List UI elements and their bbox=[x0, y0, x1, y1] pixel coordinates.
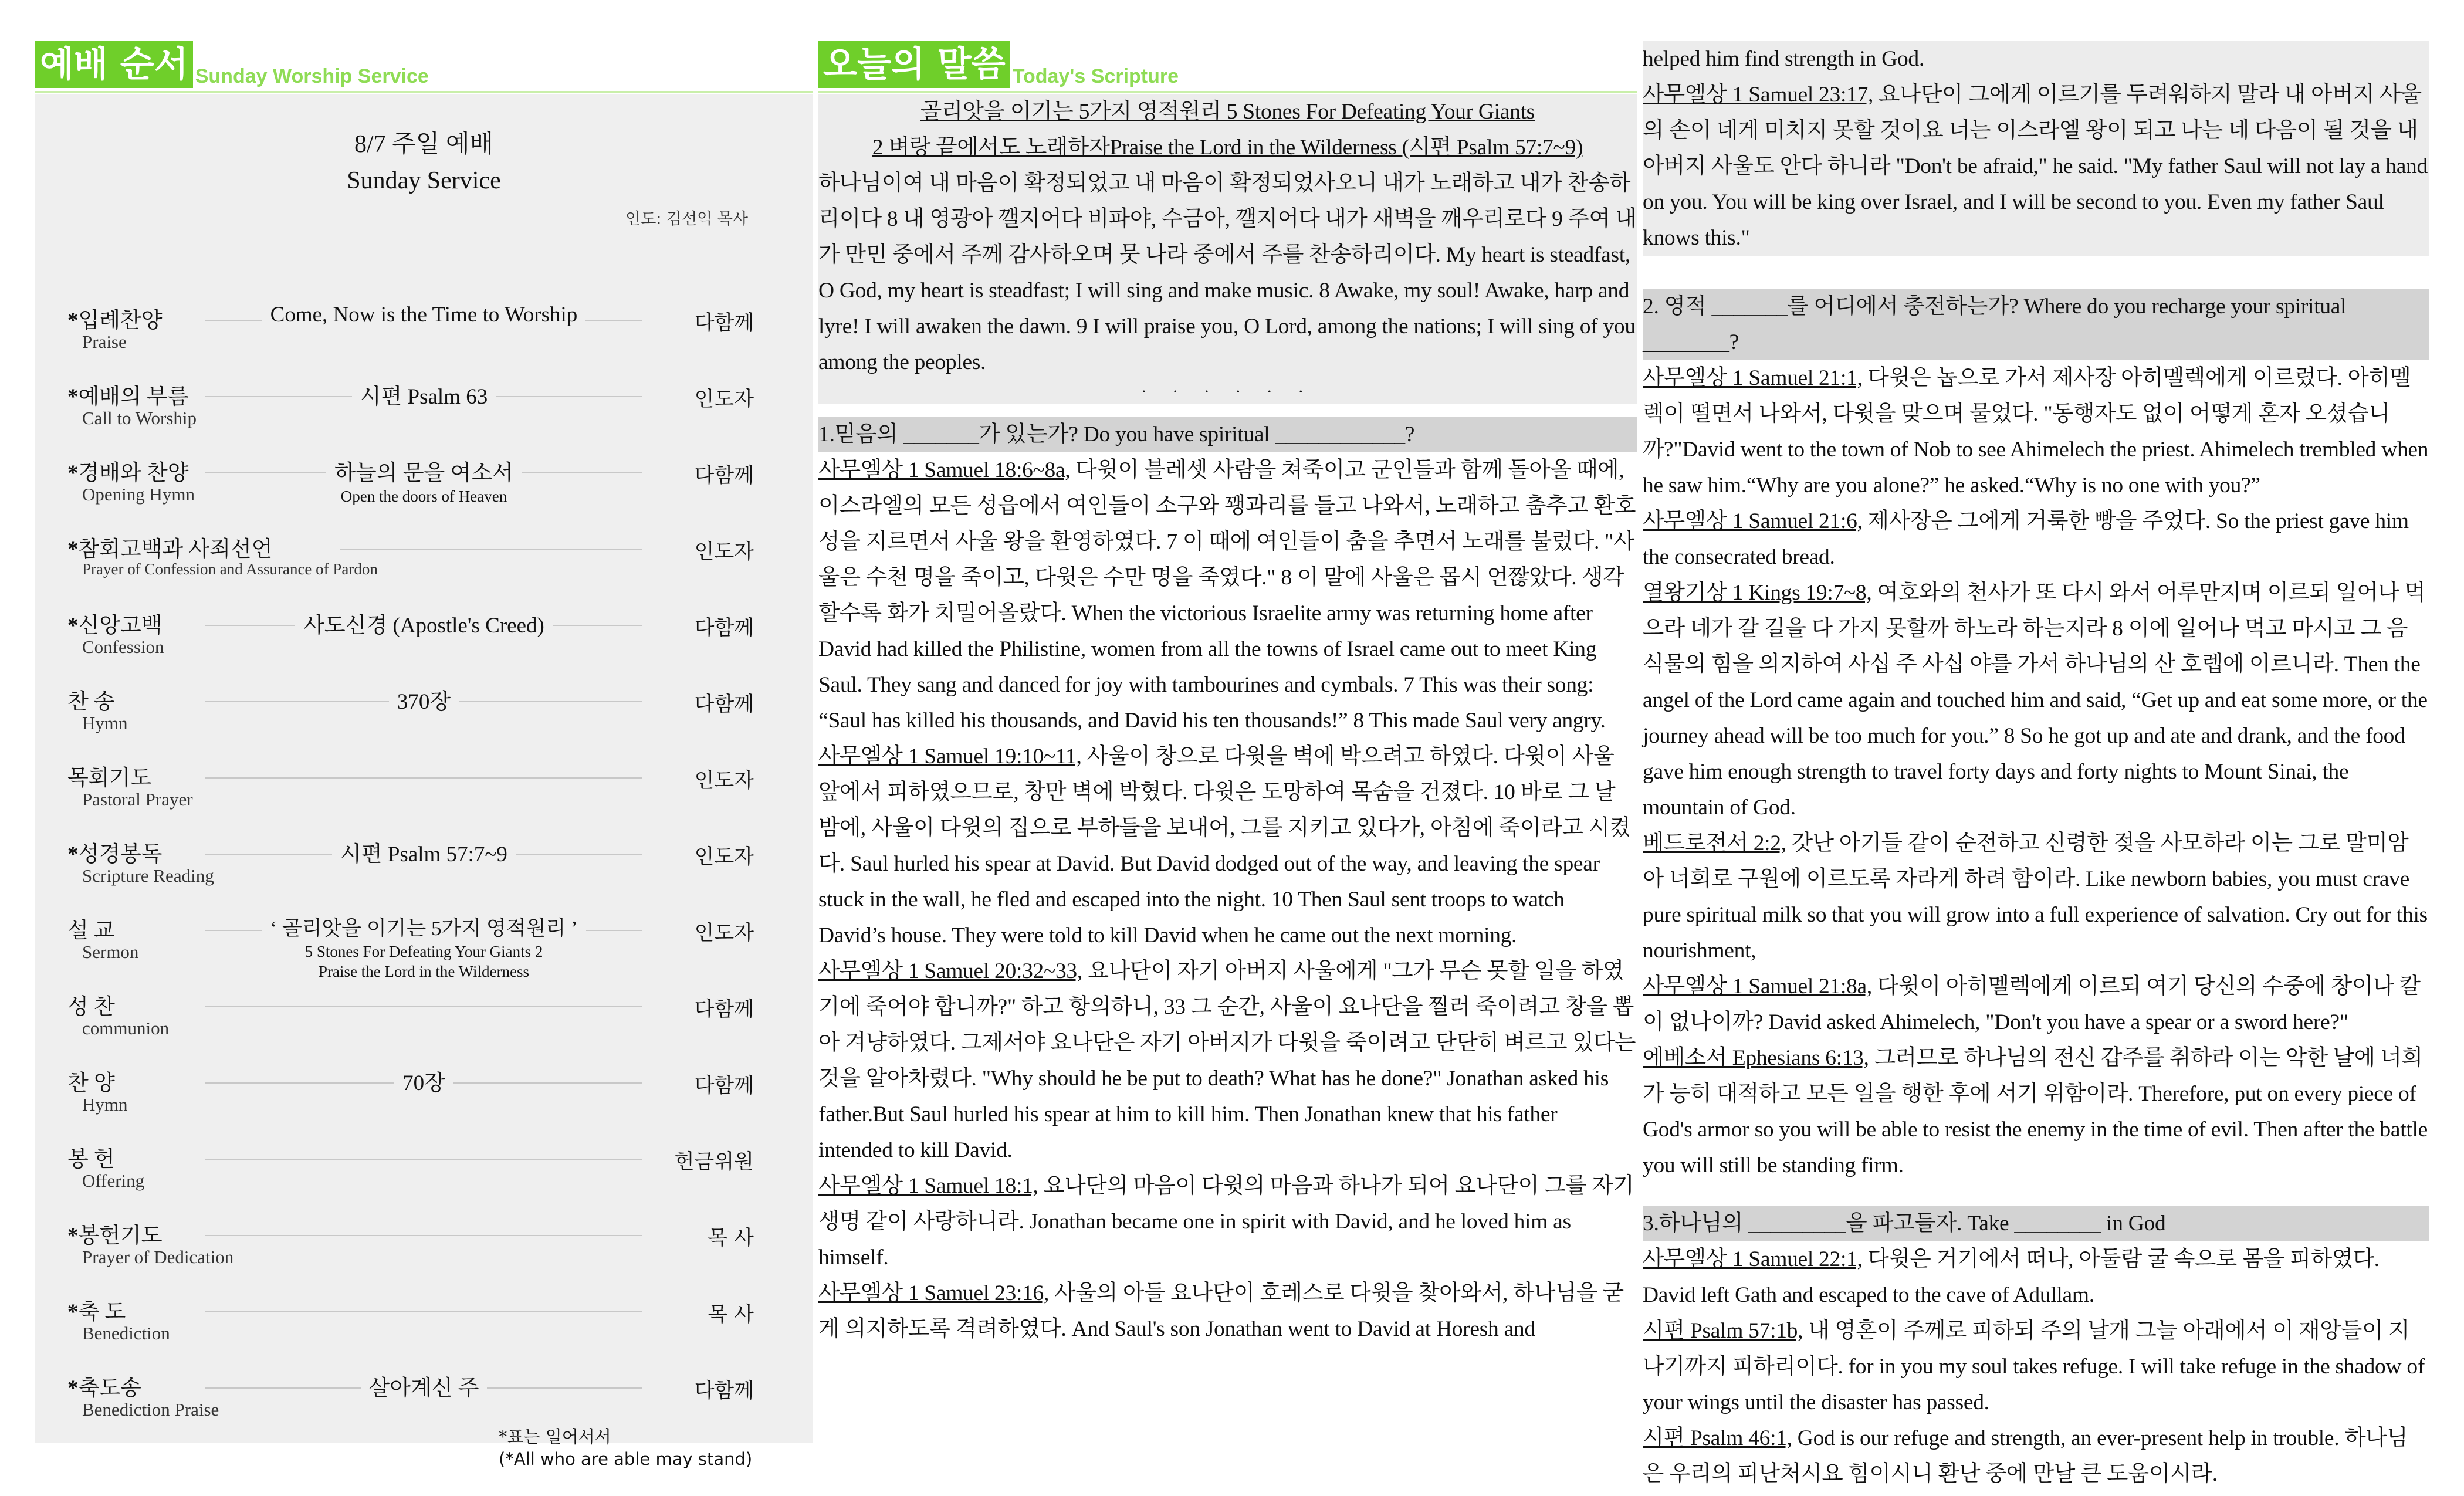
row-en: Hymn bbox=[82, 1094, 128, 1115]
stand-marker: * bbox=[67, 1224, 79, 1248]
order-row bbox=[35, 760, 813, 830]
service-name: Sunday Service bbox=[347, 167, 501, 194]
row-middle: ‘ 골리앗을 이기는 5가지 영적원리 ’ bbox=[262, 917, 585, 940]
row-leader: 다함께 bbox=[694, 998, 754, 1021]
stand-marker: * bbox=[67, 842, 79, 867]
order-row bbox=[35, 1217, 813, 1288]
scripture-heading bbox=[818, 41, 1637, 94]
passage-text: 사울의 아들 요나단이 호레스로 다윗을 찾아와서, 하나님을 굳게 의지하도록 격려하였다. And Saul's son Jonathan went to David at Horesh and bbox=[818, 1281, 1624, 1341]
passage bbox=[818, 739, 1637, 953]
passage-text: 여호와의 천사가 또 다시 와서 어루만지며 이르되 일어나 먹으라 네가 갈 길을 다 가지 못할까 하노라 하는지라 8 이에 일어나 먹고 마시고 그 음식물의 힘을 의지하여 사십 주 사십 야를 가서 하나님의 산 호렙에 이르니라. Then the angel of the Lord came again and touched him and said, “Get up and eat some more, or the journey ahead will be too much for you.” 8 So he got up and ate and drank, and the food gave him enough strength to travel forty days and forty nights to Mount Sinai, the mountain of God. bbox=[1643, 581, 2428, 820]
passage-text: 다윗이 블레셋 사람을 쳐죽이고 군인들과 함께 돌아올 때에, 이스라엘의 모든 성읍에서 여인들이 소구와 꽹과리를 들고 나와서, 노래하고 춤추고 환호성을 지르면서 사울 왕을 환영하였다. 7 이 때에 여인들이 춤을 추면서 노래를 불렀다. "사울은 수천 명을 죽이고, 다윗은 수만 명을 죽였다." 8 이 말에 사울은 몹시 언짢았다. 생각할수록 화가 치밀어올랐다. When the victorious Israelite army was returning home after David had killed the Philistine, women from all the towns of Israel came out to meet King Saul. They sang and danced for joy with tambourines and cymbals. 7 This was their song: “Saul has killed his thousands, and David his ten thousands!” 8 This made Saul very angry. bbox=[818, 458, 1636, 733]
row-middle: Come, Now is the Time to Worship bbox=[262, 303, 586, 327]
row-leader: 헌금위원 bbox=[674, 1150, 754, 1174]
row-leader: 목 사 bbox=[708, 1303, 754, 1326]
row-en: Hymn bbox=[82, 713, 128, 733]
row-line bbox=[205, 1159, 642, 1160]
row-leader: 다함께 bbox=[694, 464, 754, 488]
order-row bbox=[35, 607, 813, 678]
row-kr: 입례찬양 bbox=[78, 309, 163, 333]
main-passage: 하나님이여 내 마음이 확정되었고 내 마음이 확정되었사오니 내가 노래하고 내가 찬송하리이다 8 내 영광아 깰지어다 비파야, 수금아, 깰지어다 내가 새벽을 깨우리로다 9 주여 내가 만민 중에서 주께 감사하오며 뭇 나라 중에서 주를 찬송하리이다. My heart is steadfast, O God, my heart is steadfast; I will sing and make music. 8 Awake, my soul! Awake, harp and lyre! I will awaken the dawn. 9 I will praise you, O Lord, among the nations; I will sing of you among the peoples. bbox=[818, 171, 1637, 374]
passage bbox=[1643, 1040, 2429, 1183]
order-row bbox=[35, 531, 813, 601]
passage bbox=[1643, 1420, 2429, 1492]
worship-order-column bbox=[35, 41, 813, 1469]
passage bbox=[1643, 77, 2429, 256]
stand-marker: * bbox=[67, 537, 79, 561]
scripture-body bbox=[818, 94, 1637, 1347]
passage bbox=[818, 1275, 1637, 1347]
question-2: 2. 영적 _______를 어디에서 충전하는가? Where do you recharge your spiritual ________? bbox=[1643, 289, 2429, 360]
row-middle: 사도신경 (Apostle's Creed) bbox=[295, 614, 553, 638]
row-middle: 시편 Psalm 57:7~9 bbox=[332, 842, 516, 867]
row-kr: 찬 양 bbox=[67, 1071, 115, 1095]
standing-note bbox=[499, 1426, 752, 1470]
heading-rule bbox=[818, 91, 1637, 93]
passage-ref: 사무엘상 1 Samuel 20:32~33, bbox=[818, 959, 1082, 983]
stand-marker: * bbox=[67, 309, 79, 333]
order-row bbox=[35, 302, 813, 373]
passage-ref: 사무엘상 1 Samuel 22:1, bbox=[1643, 1247, 1863, 1271]
row-leader: 다함께 bbox=[694, 693, 754, 716]
sermon-title: 골리앗을 이기는 5가지 영적원리 5 Stones For Defeating Your Giants bbox=[920, 100, 1535, 124]
passage bbox=[1643, 1241, 2429, 1313]
passage-ref: 시편 Psalm 57:1b, bbox=[1643, 1319, 1803, 1343]
service-title bbox=[35, 94, 813, 199]
order-row bbox=[35, 989, 813, 1059]
order-row bbox=[35, 455, 813, 525]
scripture-heading-kr: 오늘의 말씀 bbox=[818, 41, 1010, 88]
service-leader: 인도: 김선익 목사 bbox=[625, 210, 748, 228]
passage-ref: 열왕기상 1 Kings 19:7~8, bbox=[1643, 581, 1872, 605]
passage bbox=[818, 953, 1637, 1168]
row-en: Pastoral Prayer bbox=[82, 789, 193, 810]
passage bbox=[818, 1168, 1637, 1275]
row-line bbox=[205, 777, 642, 779]
row-kr: 봉헌기도 bbox=[78, 1224, 163, 1248]
row-middle: 370장 bbox=[389, 690, 459, 714]
passage bbox=[1643, 360, 2429, 503]
passage-text: 다윗이 아히멜렉에게 이르되 여기 당신의 수중에 창이나 칼이 없나이까? David asked Ahimelech, "Don't you have a spear or a sword here?" bbox=[1643, 974, 2421, 1034]
row-kr: 축 도 bbox=[78, 1300, 126, 1324]
row-kr: 설 교 bbox=[67, 919, 115, 943]
standing-note-en: (*All who are able may stand) bbox=[499, 1449, 753, 1469]
passage-continued: helped him find strength in God. bbox=[1643, 47, 1924, 71]
sermon-intro-box bbox=[818, 94, 1637, 404]
passage-text: 다윗은 놉으로 가서 제사장 아히멜렉에게 이르렀다. 아히멜렉이 떨면서 나와서, 다윗을 맞으며 물었다. "동행자도 없이 어떻게 혼자 오셨습니까?"David went to the town of Nob to see Ahimelech the priest. Ahimelech trembled when he saw him.“Why are you alone?” he asked.“Why is no one with you?” bbox=[1643, 366, 2429, 497]
passage-ref: 사무엘상 1 Samuel 18:6~8a, bbox=[818, 458, 1071, 482]
row-kr: 경배와 찬양 bbox=[78, 461, 189, 485]
row-en: Opening Hymn bbox=[82, 484, 195, 505]
passage-text: 요나단의 마음이 다윗의 마음과 하나가 되어 요나단이 그를 자기 생명 같이 사랑하니라. Jonathan became one in spirit with David, and he loved him as himself. bbox=[818, 1174, 1634, 1270]
section-divider: · · · · · · bbox=[1140, 382, 1315, 401]
row-kr: 목회기도 bbox=[67, 766, 151, 790]
stand-marker: * bbox=[67, 614, 79, 638]
row-leader: 목 사 bbox=[708, 1227, 754, 1250]
order-row bbox=[35, 836, 813, 906]
row-kr: 신앙고백 bbox=[78, 614, 163, 638]
row-leader: 다함께 bbox=[694, 1379, 754, 1403]
row-en: Prayer of Dedication bbox=[82, 1247, 234, 1267]
scripture-column bbox=[818, 41, 1637, 1449]
passage-ref: 에베소서 Ephesians 6:13, bbox=[1643, 1046, 1869, 1070]
continued-body bbox=[1643, 41, 2429, 1492]
row-sub2: Praise the Lord in the Wilderness bbox=[310, 963, 537, 980]
worship-heading-en: Sunday Worship Service bbox=[195, 65, 429, 87]
order-row bbox=[35, 1294, 813, 1364]
passage-text: 요나단이 자기 아버지 사울에게 "그가 무슨 못할 일을 하였기에 죽어야 합니까?" 하고 항의하니, 33 그 순간, 사울이 요나단을 찔러 죽이려고 창을 뽑아 겨냥하였다. 그제서야 요나단은 자기 아버지가 다윗을 죽이려고 단단히 벼르고 있다는 것을 알아차렸다. "Why should he be put to death? What has he done?" Jonathan asked his father.But Saul hurled his spear at him to kill him. Then Jonathan knew that his father intended to kill David. bbox=[818, 959, 1636, 1162]
row-line bbox=[205, 1311, 642, 1312]
order-row bbox=[35, 1141, 813, 1211]
passage-text: 사울이 창으로 다윗을 벽에 박으려고 하였다. 다윗이 사울 앞에서 피하였으므로, 창만 벽에 박혔다. 다윗은 도망하여 목숨을 건졌다. 10 바로 그 날 밤에, 사울이 다윗의 집으로 부하들을 보내어, 그를 지키고 있다가, 아침에 죽이라고 시켰다. Saul hurled his spear at David. But David dodged out of the way, and leaving the spear stuck in the wall, he fled and escaped into the night. 10 Then Saul sent troops to watch David’s house. They were told to kill David when he came out the next morning. bbox=[818, 744, 1631, 947]
row-middle: 시편 Psalm 63 bbox=[352, 385, 496, 409]
order-row bbox=[35, 1065, 813, 1135]
heading-rule bbox=[35, 91, 813, 93]
row-sub: 5 Stones For Defeating Your Giants 2 bbox=[297, 943, 551, 960]
question-3: 3.하나님의 _________을 파고들자. Take ________ in God bbox=[1643, 1206, 2429, 1241]
row-leader: 인도자 bbox=[694, 922, 754, 945]
passage-text: 요나단이 그에게 이르기를 두려워하지 말라 내 아버지 사울의 손이 네게 미치지 못할 것이요 너는 이스라엘 왕이 되고 나는 네 다음이 될 것을 내 아버지 사울도 안다 하니라 "Don't be afraid," he said. "My father Saul will not lay a hand on you. You will be king over Israel, and I will be second to you. Even my father Saul knows this." bbox=[1643, 83, 2428, 250]
row-kr: 축도송 bbox=[78, 1376, 141, 1400]
row-en: Benediction Praise bbox=[82, 1399, 219, 1420]
question-1: 1.믿음의 _______가 있는가? Do you have spiritual ____________? bbox=[818, 417, 1637, 452]
row-middle: 하늘의 문을 여소서 bbox=[326, 461, 521, 485]
row-en: Sermon bbox=[82, 942, 139, 962]
standing-note-kr: *표는 일어서서 bbox=[499, 1427, 611, 1447]
passage-ref: 사무엘상 1 Samuel 18:1, bbox=[818, 1174, 1038, 1198]
passage-ref: 베드로전서 2:2, bbox=[1643, 831, 1786, 855]
passage bbox=[1643, 1313, 2429, 1420]
scripture-continued-column bbox=[1643, 41, 2429, 1486]
passage-ref: 사무엘상 1 Samuel 19:10~11, bbox=[818, 744, 1082, 769]
worship-heading bbox=[35, 41, 813, 94]
row-en: Scripture Reading bbox=[82, 865, 214, 886]
row-leader: 인도자 bbox=[694, 769, 754, 793]
passage bbox=[1643, 575, 2429, 825]
passage-ref: 시편 Psalm 46:1, bbox=[1643, 1426, 1792, 1450]
order-row bbox=[35, 378, 813, 449]
row-line bbox=[340, 549, 642, 550]
row-en: Praise bbox=[82, 331, 127, 352]
passage bbox=[1643, 503, 2429, 575]
stand-marker: * bbox=[67, 461, 79, 485]
stand-marker: * bbox=[67, 385, 79, 409]
row-middle: 70장 bbox=[394, 1071, 453, 1095]
passage-text: 제사장은 그에게 거룩한 빵을 주었다. So the priest gave him the consecrated bread. bbox=[1643, 509, 2409, 569]
row-leader: 인도자 bbox=[694, 388, 754, 411]
passage-ref: 사무엘상 1 Samuel 21:8a, bbox=[1643, 974, 1872, 999]
row-kr: 예배의 부름 bbox=[78, 385, 189, 409]
order-panel bbox=[35, 94, 813, 1469]
row-en: Benediction bbox=[82, 1323, 170, 1343]
passage-text: 내 영혼이 주께로 피하되 주의 날개 그늘 아래에서 이 재앙들이 지나기까지 피하리이다. for in you my soul takes refuge. I will take refuge in the shadow of your wings until the disaster has passed. bbox=[1643, 1319, 2425, 1414]
row-kr: 성 찬 bbox=[67, 995, 115, 1019]
row-kr: 봉 헌 bbox=[67, 1148, 115, 1172]
order-row bbox=[35, 912, 813, 983]
row-en: Call to Worship bbox=[82, 408, 197, 428]
row-leader: 다함께 bbox=[694, 312, 754, 335]
stand-marker: * bbox=[67, 1300, 79, 1324]
passage bbox=[1643, 825, 2429, 969]
row-en: Confession bbox=[82, 637, 164, 657]
stand-marker: * bbox=[67, 1376, 79, 1400]
worship-heading-kr: 예배 순서 bbox=[35, 41, 193, 88]
passage-ref: 사무엘상 1 Samuel 23:16, bbox=[818, 1281, 1050, 1305]
row-en: Offering bbox=[82, 1170, 145, 1191]
row-sub: Open the doors of Heaven bbox=[333, 488, 515, 505]
passage bbox=[818, 452, 1637, 739]
passage-ref: 사무엘상 1 Samuel 21:1, bbox=[1643, 366, 1863, 390]
sermon-subtitle: 2 벼랑 끝에서도 노래하자Praise the Lord in the Wilderness (시편 Psalm 57:7~9) bbox=[872, 136, 1583, 160]
passage-text: 다윗은 거기에서 떠나, 아둘람 굴 속으로 몸을 피하였다. David left Gath and escaped to the cave of Adullam. bbox=[1643, 1247, 2380, 1307]
row-line bbox=[205, 1006, 642, 1007]
row-middle: 살아계신 주 bbox=[361, 1376, 488, 1400]
row-leader: 다함께 bbox=[694, 617, 754, 640]
passage-text: 갓난 아기들 같이 순전하고 신령한 젖을 사모하라 이는 그로 말미암아 너희로 구원에 이르도록 자라게 하려 함이라. Like newborn babies, you must crave pure spiritual milk so that you will grow into a full experience of salvation. Cry out for this nourishment, bbox=[1643, 831, 2428, 963]
passage-text: 그러므로 하나님의 전신 갑주를 취하라 이는 악한 날에 너희가 능히 대적하고 모든 일을 행한 후에 서기 위함이라. Therefore, put on every piece of God's armor so you will be able to resist the enemy in the time of evil. Then after the battle you will still be standing firm. bbox=[1643, 1046, 2428, 1177]
scripture-heading-en: Today's Scripture bbox=[1012, 65, 1179, 87]
row-en: communion bbox=[82, 1018, 170, 1038]
passage-text: God is our refuge and strength, an ever-present help in trouble. 하나님은 우리의 피난처시요 힘이시니 환난 중에 만날 큰 도움이시라. bbox=[1643, 1426, 2408, 1486]
service-date: 8/7 주일 예배 bbox=[354, 131, 493, 158]
passage-ref: 사무엘상 1 Samuel 21:6, bbox=[1643, 509, 1863, 533]
row-leader: 인도자 bbox=[694, 540, 754, 564]
row-line bbox=[205, 1235, 642, 1236]
row-leader: 다함께 bbox=[694, 1074, 754, 1098]
passage bbox=[1643, 969, 2429, 1040]
row-kr: 찬 송 bbox=[67, 690, 115, 714]
row-kr: 성경봉독 bbox=[78, 842, 163, 867]
order-row bbox=[35, 683, 813, 754]
row-en: Prayer of Confession and Assurance of Pardon bbox=[82, 560, 378, 578]
row-leader: 인도자 bbox=[694, 845, 754, 869]
continued-box bbox=[1643, 41, 2429, 256]
row-kr: 참회고백과 사죄선언 bbox=[78, 537, 273, 561]
passage-ref: 사무엘상 1 Samuel 23:17, bbox=[1643, 83, 1874, 107]
